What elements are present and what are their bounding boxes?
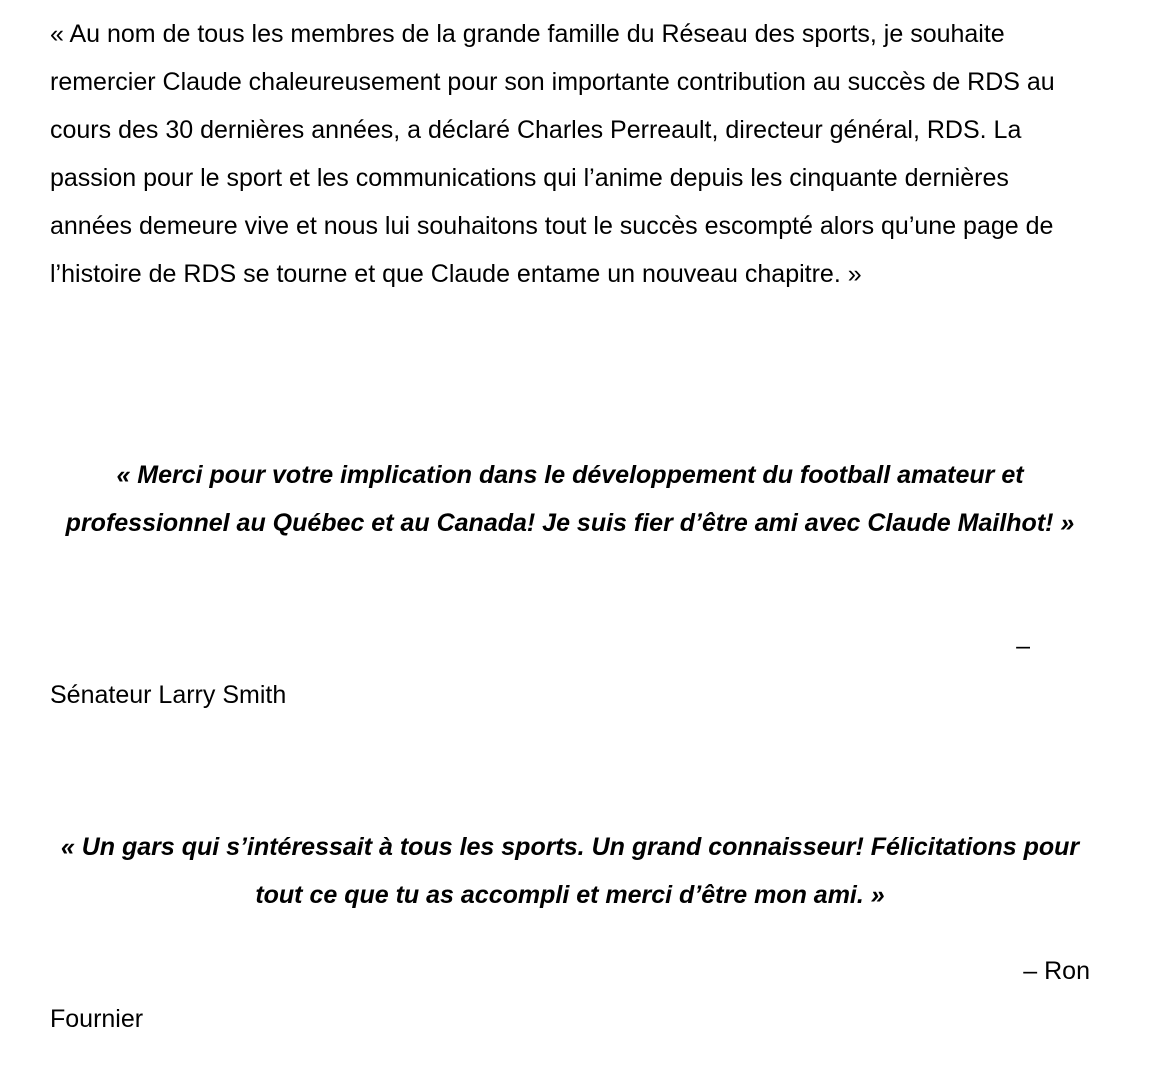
intro-paragraph: « Au nom de tous les membres de la grande famille du Réseau des sports, je souhaite remercier Claude chaleureusement pour son importante contribution au succès de RDS au cours des 30 dernières années, a déclaré Charles Perreault, directeur général, RDS. La passion pour le sport et les communications qui l’anime depuis les cinquante dernières années demeure vive et nous lui souhaitons tout le succès escompté alors qu’une page de l’histoire de RDS se tourne et que Claude entame un nouveau chapitre. » [50, 20, 1055, 288]
attribution-dash: – Ron [1023, 957, 1090, 985]
attribution-name: Sénateur Larry Smith [50, 681, 287, 709]
quote-ron-fournier: « Un gars qui s’intéressait à tous les sports. Un grand connaisseur! Félicitations pour tout ce que tu as accompli et merci d’être mon ami. » [60, 833, 1080, 909]
attribution-dash: – [1016, 632, 1030, 660]
attribution-name: Fournier [50, 1005, 144, 1033]
quote-larry-smith: « Merci pour votre implication dans le développement du football amateur et professionnel au Québec et au Canada! Je suis fier d’être ami avec Claude Mailhot! » [65, 461, 1075, 537]
